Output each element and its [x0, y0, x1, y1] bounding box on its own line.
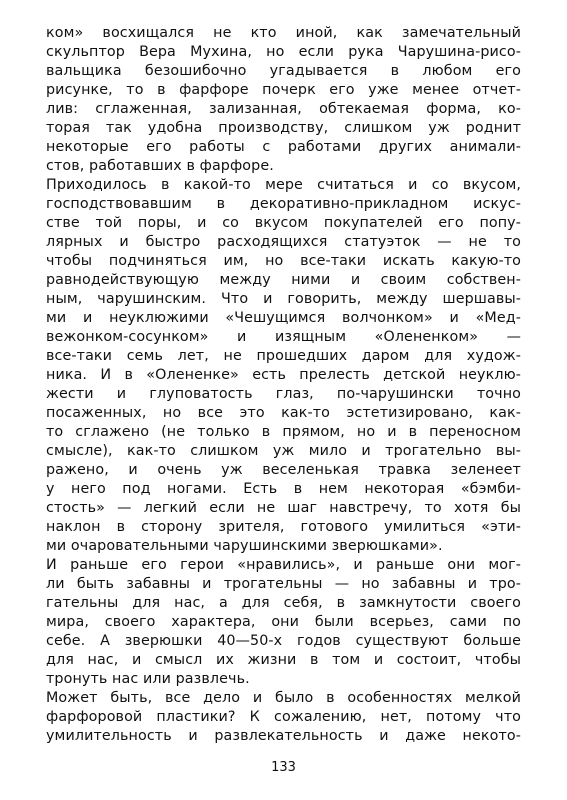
text-line: смысле), как-то слишком уж мило и трогательно вы-	[46, 443, 521, 459]
text-line: наклон в сторону зрителя, готового умилиться «эти-	[46, 519, 521, 535]
text-line: рисунке, то в фарфоре почерк его уже менее отчет-	[46, 82, 521, 98]
text-line: господствовавшим в декоративно-прикладном искус-	[46, 196, 521, 212]
text-line: у него под ногами. Есть в нем некоторая «бэмби-	[46, 481, 521, 497]
body-text	[46, 24, 521, 746]
text-line: жести и глуповатость глаз, по-чарушински точно	[46, 386, 521, 402]
text-line: И раньше его герои «нравились», и раньше они мог-	[46, 557, 521, 573]
text-line: ли быть забавны и трогательны — но забавны и тро-	[46, 576, 521, 592]
text-line: стов, работавших в фарфоре.	[46, 158, 274, 174]
page-number: 133	[271, 760, 296, 775]
text-line: посаженных, но все это как-то эстетизировано, как-	[46, 405, 521, 421]
text-line: ми очаровательными чарушинскими зверюшками».	[46, 538, 443, 554]
text-line: все-таки семь лет, не прошедших даром для худож-	[46, 348, 521, 364]
text-line: лярных и быстро расходящихся статуэток — не то	[46, 234, 521, 250]
text-line: себе. А зверюшки 40—50-х годов существуют больше	[46, 633, 521, 649]
text-line: Приходилось в какой-то мере считаться и со вкусом,	[46, 177, 521, 193]
text-line: вежонком-сосунком» и изящным «Олененком» —	[46, 329, 521, 345]
text-line: Может быть, все дело и было в особенностях мелкой	[46, 690, 521, 706]
text-line: ражено, и очень уж веселенькая травка зеленеет	[46, 462, 521, 478]
text-line: равнодействующую между ними и своим собствен-	[46, 272, 521, 288]
text-line: скульптор Вера Мухина, но если рука Чарушина-рисо-	[46, 44, 521, 60]
text-line: то сглажено (не только в прямом, но и в переносном	[46, 424, 521, 440]
text-line: стость» — легкий если не шаг навстречу, то хотя бы	[46, 500, 521, 516]
text-line: ми и неуклюжими «Чешущимся волчонком» и «Мед-	[46, 310, 521, 326]
text-line: умилительность и развлекательность и даже некото-	[46, 728, 521, 744]
text-line: торая так удобна производству, слишком уж роднит	[46, 120, 521, 136]
text-line: мира, своего характера, они были всерьез, сами по	[46, 614, 521, 630]
text-line: вальщика безошибочно угадывается в любом его	[46, 63, 521, 79]
text-line: ника. И в «Олененке» есть прелесть детской неуклю-	[46, 367, 521, 383]
text-line: чтобы подчиняться им, но все-таки искать какую-то	[46, 253, 521, 269]
text-line: гательны для нас, а для себя, в замкнутости своего	[46, 595, 521, 611]
text-line: ным, чарушинским. Что и говорить, между шершавы-	[46, 291, 521, 307]
text-line: фарфоровой пластики? К сожалению, нет, потому что	[46, 709, 521, 725]
text-line: тронуть нас или развлечь.	[46, 671, 250, 687]
text-line: стве той поры, и со вкусом покупателей его попу-	[46, 215, 521, 231]
text-line: для нас, и смысл их жизни в том и состоит, чтобы	[46, 652, 521, 668]
text-line: лив: сглаженная, зализанная, обтекаемая форма, ко-	[46, 101, 521, 117]
text-line: некоторые его работы с работами других анимали-	[46, 139, 521, 155]
text-line: ком» восхищался не кто иной, как замечательный	[46, 25, 521, 41]
